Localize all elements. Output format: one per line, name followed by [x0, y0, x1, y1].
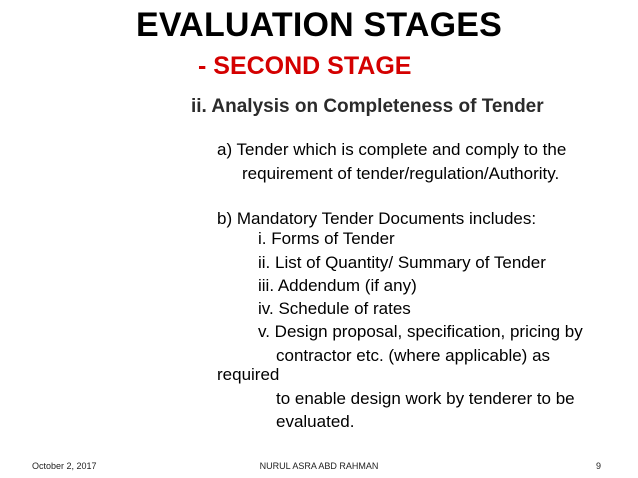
list-item-forms: i. Forms of Tender [258, 229, 395, 248]
footer-author: NURUL ASRA ABD RAHMAN [259, 461, 379, 471]
item-a-line1: a) Tender which is complete and comply to the [217, 140, 567, 159]
list-item-design: v. Design proposal, specification, pricing by [258, 322, 583, 341]
section-heading: ii. Analysis on Completeness of Tender [191, 96, 544, 117]
continuation-line1: contractor etc. (where applicable) as [276, 346, 551, 365]
item-b-heading: b) Mandatory Tender Documents includes: [217, 209, 537, 228]
list-item-addendum: iii. Addendum (if any) [258, 276, 417, 295]
page-number: 9 [596, 461, 602, 471]
slide-subtitle: - SECOND STAGE [198, 52, 412, 80]
item-a-line2: requirement of tender/regulation/Authority. [242, 164, 560, 183]
list-item-schedule: iv. Schedule of rates [258, 299, 411, 318]
continuation-line4: evaluated. [276, 412, 355, 431]
continuation-line3: to enable design work by tenderer to be [276, 389, 575, 408]
list-item-quantity: ii. List of Quantity/ Summary of Tender [258, 253, 546, 272]
slide-title: EVALUATION STAGES [135, 6, 503, 44]
continuation-line2: required [217, 365, 280, 384]
footer-date: October 2, 2017 [32, 461, 97, 471]
